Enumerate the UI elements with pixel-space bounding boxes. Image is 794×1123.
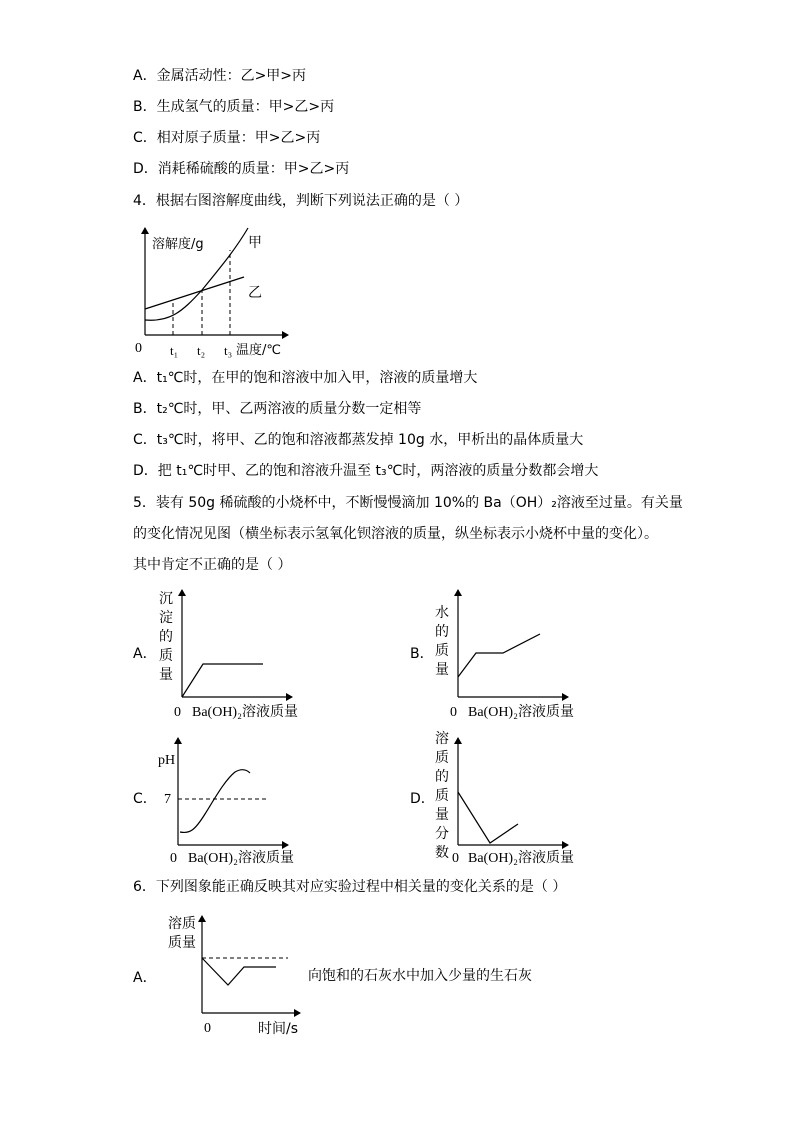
q4-label-yi: 乙: [248, 285, 262, 301]
q5-chart-a-ylabel: 沉淀的质量: [159, 591, 173, 683]
q5-chart-c-ref-label: 7: [164, 792, 171, 807]
q6-xlabel: 时间/s: [258, 1021, 299, 1037]
q4-tick-t3: t₃: [224, 343, 233, 358]
q5-chart-c-origin: 0: [170, 851, 177, 866]
q5-chart-d-xlabel: Ba(OH)₂溶液质量: [468, 851, 574, 866]
q5-stem-line1: 5．装有 50g 稀硫酸的小烧杯中，不断慢慢滴加 10%的 Ba（OH）₂溶液至过量。有关量: [133, 495, 683, 511]
q3-option-a: A．金属活动性：乙>甲>丙: [133, 68, 307, 84]
q5-chart-c-letter: C．: [133, 791, 157, 807]
q6-option-a-letter: A．: [133, 970, 157, 986]
q3-option-d: D．消耗稀硫酸的质量：甲>乙>丙: [133, 161, 350, 177]
q6-curve: [202, 958, 276, 985]
q5-chart-d-ylabel: 溶质的质量分数: [435, 731, 449, 861]
q6-ylabel-line1: 溶质: [168, 916, 196, 932]
q4-tick-t2: t₂: [197, 343, 206, 358]
q6-option-a-description: 向饱和的石灰水中加入少量的生石灰: [308, 968, 532, 984]
q6-ylabel-line2: 质量: [168, 935, 196, 951]
q4-y-label: 溶解度/g: [152, 237, 204, 252]
q5-stem-line3: 其中肯定不正确的是（ ）: [133, 557, 292, 573]
q5-chart-b-xlabel: Ba(OH)₂溶液质量: [468, 705, 574, 720]
q5-chart-a-xlabel: Ba(OH)₂溶液质量: [192, 705, 298, 720]
q4-option-a: A．t₁℃时，在甲的饱和溶液中加入甲，溶液的质量增大: [133, 370, 478, 386]
q5-chart-b-ylabel: 水的质量: [435, 605, 449, 678]
q5-chart-c-xlabel: Ba(OH)₂溶液质量: [188, 851, 294, 866]
q5-chart-b-letter: B．: [410, 646, 434, 662]
q5-chart-a-letter: A．: [133, 646, 157, 662]
q4-tick-t1: t₁: [170, 343, 179, 358]
q4-option-d: D．把 t₁℃时甲、乙的饱和溶液升温至 t₃℃时，两溶液的质量分数都会增大: [133, 463, 599, 479]
q6-stem: 6．下列图象能正确反映其对应实验过程中相关量的变化关系的是（ ）: [133, 879, 567, 895]
q4-stem: 4．根据右图溶解度曲线，判断下列说法正确的是（ ）: [133, 193, 469, 209]
q5-chart-b-origin: 0: [450, 705, 457, 720]
q5-chart-d-origin: 0: [452, 851, 459, 866]
q5-stem-line2: 的变化情况见图（横坐标表示氢氧化钡溶液的质量，纵坐标表示小烧杯中量的变化）。: [133, 526, 658, 542]
q4-option-c: C．t₃℃时，将甲、乙的饱和溶液都蒸发掉 10g 水，甲析出的晶体质量大: [133, 432, 584, 448]
q3-option-b: B．生成氢气的质量：甲>乙>丙: [133, 99, 335, 115]
q5-chart-d-letter: D．: [410, 791, 435, 807]
q4-option-b: B．t₂℃时，甲、乙两溶液的质量分数一定相等: [133, 401, 422, 417]
q5-chart-c-ylabel: pH: [158, 753, 176, 768]
q6-origin: 0: [204, 1021, 211, 1036]
q4-origin: 0: [135, 341, 142, 356]
q4-label-jia: 甲: [248, 235, 262, 251]
q3-option-c: C．相对原子质量：甲>乙>丙: [133, 130, 321, 146]
q4-x-label: 温度/℃: [236, 343, 281, 358]
q5-chart-a-origin: 0: [174, 705, 181, 720]
